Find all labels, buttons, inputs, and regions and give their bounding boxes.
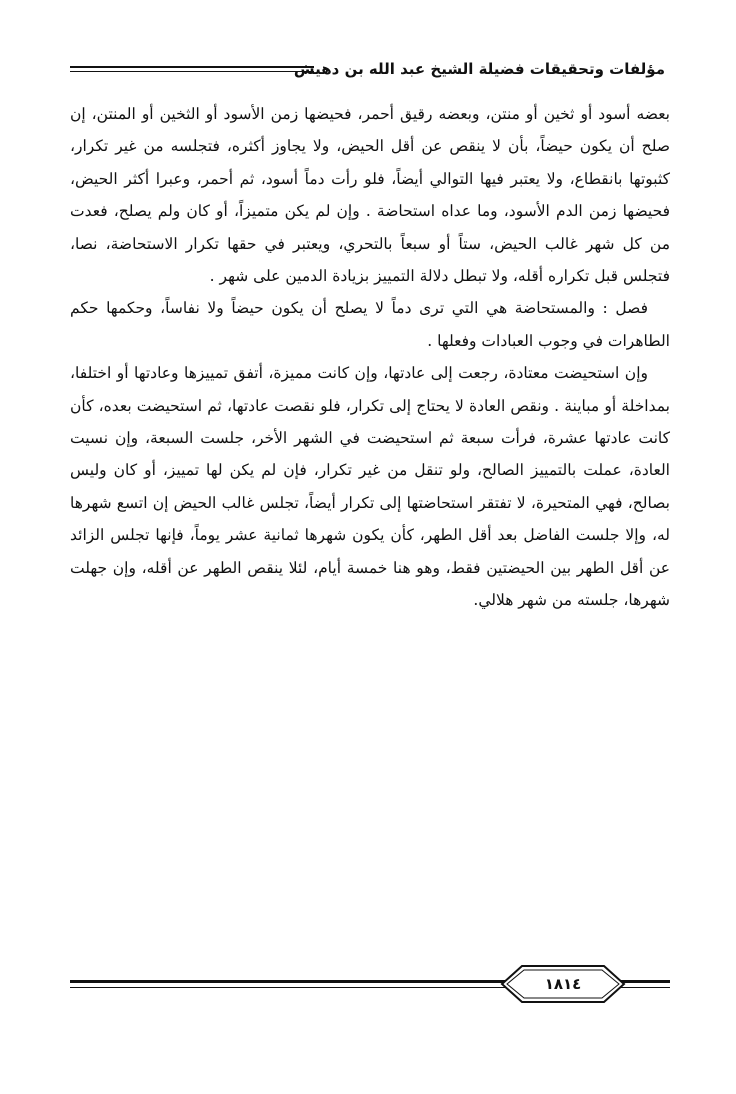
footer-rule-left-thin bbox=[70, 987, 505, 988]
footer-rule-left-thick bbox=[70, 980, 505, 983]
header-rule-top bbox=[70, 66, 314, 68]
header-title: مؤلفات وتحقيقات فضيلة الشيخ عبد الله بن دهيش bbox=[293, 60, 665, 78]
running-header bbox=[70, 58, 665, 84]
page-footer bbox=[70, 964, 670, 1004]
paragraph-2: فصل : والمستحاضة هي التي ترى دماً لا يصلح أن يكون حيضاً ولا نفاساً، وحكمها حكم الطاهرات في وجوب العبادات وفعلها . bbox=[70, 299, 670, 350]
paragraph-3: وإن استحيضت معتادة، رجعت إلى عادتها، وإن كانت مميزة، أتفق تمييزها وعادتها أو اختلفا، بمداخلة أو مباينة . ونقص العادة لا يحتاج إلى تكرار، فلو نقصت عادتها، ثم استحيضت بعده، كأن كانت عادتها عشرة، فرأت سبعة ثم استحيضت في الشهر الأخر، جلست السبعة، وإن نسيت العادة، عملت بالتمييز الصالح، ولو تنقل من غير تكرار، فإن لم يكن لها تمييز، أو كان وليس بصالح، فهي المتحيرة، لا تفتقر استحاضتها إلى تكرار أيضاً، تجلس غالب الحيض إن اتسع شهرها له، وإلا جلست الفاضل بعد أقل الطهر، كأن يكون شهرها ثمانية عشر يوماً، فإنها تجلس الزائد عن أقل الطهر بين الحيضتين فقط، وهو هنا خمسة أيام، لئلا ينقص الطهر عن أقله، وإن جهلت شهرها، جلسته من شهر هلالي. bbox=[70, 364, 670, 610]
footer-rule-right-thick bbox=[620, 980, 670, 983]
page-number-badge bbox=[500, 964, 626, 1004]
page-body bbox=[70, 98, 670, 617]
page-number: ١٨١٤ bbox=[544, 975, 582, 993]
paragraph-1: بعضه أسود أو ثخين أو منتن، وبعضه رقيق أحمر، فحيضها زمن الأسود أو الثخين أو المنتن، إن صلح أن يكون حيضاً، بأن لا ينقص عن أقل الحيض، ولا يجاوز أكثره، فتجلسه من غير تكرار، كثبوتها بانقطاع، ولا يعتبر فيها التوالي أيضاً، فلو رأت دماً أسود، ثم أحمر، وعبرا أكثر الحيض، فحيضها زمن الدم الأسود، وما عداه استحاضة . وإن لم يكن متميزاً، أو كان ولم يصلح، فعدت من كل شهر غالب الحيض، ستاً أو سبعاً بالتحري، ويعتبر في حقها تكرار الاستحاضة، نصا، فتجلس قبل تكراره أقله، ولا تبطل دلالة التمييز بزيادة الدمين على شهر . bbox=[70, 105, 670, 286]
footer-rule-right-thin bbox=[620, 987, 670, 988]
header-rule-bottom bbox=[70, 71, 314, 72]
